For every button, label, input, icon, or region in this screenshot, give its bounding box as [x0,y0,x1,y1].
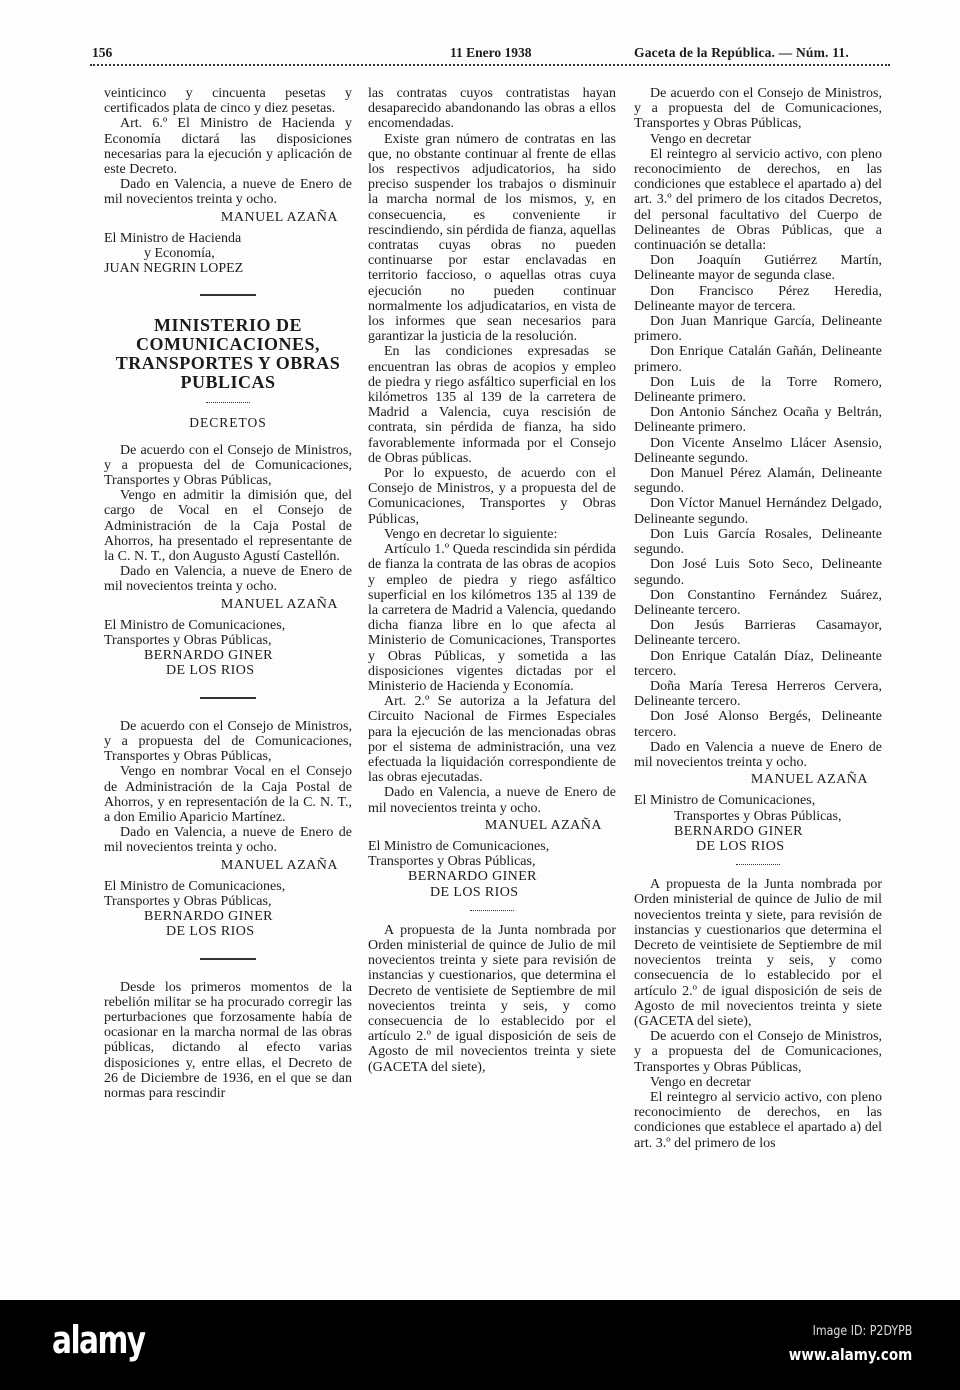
paragraph: Don Antonio Sánchez Ocaña y Beltrán, Delineante primero. [634,405,882,436]
paragraph: De acuerdo con el Consejo de Ministros, y a propuesta del de Comunicaciones, Transportes y Obras Públicas, [634,1029,882,1075]
paragraph: Artículo 1.º Queda rescindida sin pérdida de fianza la contrata de las obras de acopios y empleo de piedra y riego asfáltico superficial en los kilómetros 135 al 139 de la carretera de Madrid a Valencia, quedando dicha fianza libre en lo que afecta al Ministerio de Comunicaciones, Transportes y Obras Públicas, y sometida a las disposiciones vigentes dictadas por el Ministerio de Hacienda y Economía. [368,542,616,694]
minister-line: Transportes y Obras Públicas, [674,808,842,824]
paragraph: Dado en Valencia a nueve de Enero de mil novecientos treinta y ocho. [634,739,882,770]
column-3 [634,86,882,1286]
divider [200,958,256,960]
page-number: 156 [92,45,113,60]
paragraph: Don José Luis Soto Seco, Delineante segundo. [634,557,882,588]
paragraph: Doña María Teresa Herreros Cervera, Delineante tercero. [634,678,882,710]
website-url[interactable]: www.alamy.com [788,1345,912,1364]
minister-name: BERNARDO GINER [408,869,537,885]
header-rule [90,64,890,66]
paragraph: Don Jesús Barrieras Casamayor, Delineante tercero. [634,618,882,649]
minister-name: BERNARDO GINER [144,909,273,925]
signature: MANUEL AZAÑA [750,772,868,788]
minister-name: DE LOS RIOS [430,884,519,900]
watermark-footer [0,1300,960,1390]
paragraph: Don Luis de la Torre Romero, Delineante primero. [634,374,882,406]
divider [470,910,514,911]
alamy-logo: alamy [52,1318,145,1362]
paragraph: Don Francisco Pérez Heredia, Delineante mayor de tercera. [634,283,882,314]
paragraph: Don Enrique Catalán Díaz, Delineante tercero. [634,648,882,679]
paragraph: Vengo en nombrar Vocal en el Consejo de Administración de la Caja Postal de Ahorros, y en representación de la C. N. T., a don Emilio Aparicio Martínez. [104,764,352,825]
minister-name: DE LOS RIOS [166,663,255,679]
paragraph: Don Joaquín Gutiérrez Martín, Delineante mayor de segunda clase. [634,253,882,284]
paragraph: Por lo expuesto, de acuerdo con el Consejo de Ministros, y a propuesta del de Comunicaciones, Transportes y Obras Públicas, [368,466,616,527]
paragraph: A propuesta de la Junta nombrada por Orden ministerial de quince de Julio de mil novecientos treinta y siete para revisión de instancias y cuestionarios, que determina el Decreto de ventisiete de Septiembre de mil novecientos treinta y seis, y como consecuencia de lo establecido por el artículo 2.º de igual disposición de seis de Agosto de mil novecientos treinta y siete (GACETA del siete), [368,922,616,1075]
divider [200,697,256,699]
paragraph: Dado en Valencia, a nueve de Enero de mil novecientos treinta y ocho. [368,785,616,816]
minister-name: BERNARDO GINER [674,823,803,839]
paragraph: De acuerdo con el Consejo de Ministros, y a propuesta del de Comunicaciones, Transportes y Obras Públicas, [634,86,882,132]
paragraph: El reintegro al servicio activo, con pleno reconocimiento de derechos, en las condiciones que establece el apartado a) del art. 3.º del primero de los [634,1090,882,1151]
paragraph: Dado en Valencia, a nueve de Enero de mil novecientos treinta y ocho. [104,177,352,208]
minister-name: DE LOS RIOS [166,924,255,940]
paragraph: Art. 6.º El Ministro de Hacienda y Economía dictará las disposiciones necesarias para la ejecución y aplicación de este Decreto. [104,116,352,178]
minister-line: El Ministro de Hacienda [104,230,242,246]
paragraph: Don Constantino Fernández Suárez, Delineante tercero. [634,587,882,618]
paragraph: Vengo en admitir la dimisión que, del cargo de Vocal en el Consejo de Administración de la Caja Postal de Ahorros, ha presentado el representante de la C. N. T., don Augusto Agustí Castellón. [104,488,352,565]
paragraph-continuation: las contratas cuyos contratistas hayan desaparecido abandonando las obras a ellos encomendadas. [368,86,616,132]
paragraph: Existe gran número de contratas en las que, no obstante continuar al frente de ellas los respectivos adjudicatorios, ha sido preciso suspender los trabajos o disminuir la marcha normal de los mismos, y, en consecuencia, es conveniente ir rescindiendo, sin pérdida de fianza, aquellas contratas cuyas obras no pueden continuarse por estar enclavadas en territorio faccioso, o aquellas otras cuya ejecución no pueden continuar normalmente los adjudicatarios, en vista de los informes que sean necesarios para garantizar la justicia de la resolución. [368,131,616,345]
paragraph: Don Manuel Pérez Alamán, Delineante segundo. [634,466,882,497]
paragraph: Dado en Valencia, a nueve de Enero de mil novecientos treinta y ocho. [104,564,352,595]
paragraph: En las condiciones expresadas se encuentran las obras de acopios y empleo de piedra y riego asfáltico superficial en los kilómetros 135 al 139 de la carretera de Madrid a Valencia, cuya rescisión de contrata, sin pérdida de fianza, ha sido favorablemente informada por el Consejo de Obras públicas. [368,344,616,466]
divider [200,294,256,296]
minister-line: Transportes y Obras Públicas, [104,893,272,909]
paragraph: El reintegro al servicio activo, con pleno reconocimiento de derechos, en las condiciones que establece el apartado a) del art. 3.º del primero de los citados Decretos, del personal facultativo del Cuerpo de Delineantes de Obras Públicas, que a continuación se detalla: [634,146,882,254]
paragraph: Don Juan Manrique García, Delineante primero. [634,314,882,345]
paragraph: Art. 2.º Se autoriza a la Jefatura del Circuito Nacional de Firmes Especiales para la ejecución de las mencionadas obras por el sistema de administración, una vez efectuada la liquidación correspondiente de las obras ejecutadas. [368,694,616,786]
paragraph: De acuerdo con el Consejo de Ministros, y a propuesta del de Comunicaciones, Transportes y Obras Públicas, [104,718,352,765]
paragraph: Don José Alonso Bergés, Delineante tercero. [634,709,882,740]
minister-line: El Ministro de Comunicaciones, [104,617,286,633]
paragraph: Desde los primeros momentos de la rebelión militar se ha procurado corregir las perturbaciones que forzosamente había de ocasionar en la marcha normal de las obras públicas, dictando al efecto varias disposiciones y, entre ellas, el Decreto de 26 de Diciembre de 1936, en el que se dan normas para rescindir [104,979,352,1101]
paragraph-continuation: veinticinco y cincuenta pesetas y certificados plata de cinco y diez pesetas. [104,86,352,117]
publication-title: Gaceta de la República. — Núm. 11. [634,45,849,60]
section-subheading: DECRETOS [189,415,267,431]
minister-line: JUAN NEGRIN LOPEZ [104,261,244,277]
paragraph: A propuesta de la Junta nombrada por Orden ministerial de quince de Julio de mil novecientos treinta y siete, para revisión de instancias y cuestionarios que determina el Decreto de veintisiete de Septiembre de mil novecientos treinta y seis, y como consecuencia de lo establecido por el artículo 2.º de igual disposición de seis de Agosto de mil novecientos treinta y siete (GACETA del siete), [634,877,882,1029]
minister-line: El Ministro de Comunicaciones, [634,793,816,809]
paragraph: Vengo en decretar [650,131,752,147]
paragraph: Don Víctor Manuel Hernández Delgado, Delineante segundo. [634,496,882,527]
minister-line: El Ministro de Comunicaciones, [368,838,550,854]
paragraph: Don Enrique Catalán Gañán, Delineante primero. [634,344,882,375]
paragraph: Don Luis García Rosales, Delineante segundo. [634,526,882,558]
paragraph: De acuerdo con el Consejo de Ministros, y a propuesta del de Comunicaciones, Transportes y Obras Públicas, [104,442,352,489]
minister-line: y Economía, [144,246,215,262]
paragraph: Vengo en decretar [650,1074,752,1090]
minister-name: DE LOS RIOS [696,838,785,854]
signature: MANUEL AZAÑA [484,817,602,833]
minister-line: El Ministro de Comunicaciones, [104,878,286,894]
divider [736,864,780,865]
signature: MANUEL AZAÑA [220,209,338,225]
signature: MANUEL AZAÑA [220,596,338,612]
paragraph: Don Vicente Anselmo Llácer Asensio, Delineante segundo. [634,435,882,466]
issue-date: 11 Enero 1938 [450,45,532,60]
paragraph: Vengo en decretar lo siguiente: [384,526,558,542]
minister-line: Transportes y Obras Públicas, [368,854,536,870]
divider [206,402,250,403]
image-id: Image ID: P2DYPB [812,1324,912,1339]
column-1 [104,86,352,1286]
minister-line: Transportes y Obras Públicas, [104,633,272,649]
column-2 [368,86,616,1286]
signature: MANUEL AZAÑA [220,857,338,873]
paragraph: Dado en Valencia, a nueve de Enero de mil novecientos treinta y ocho. [104,825,352,856]
minister-name: BERNARDO GINER [144,648,273,664]
section-heading: MINISTERIO DE COMUNICACIONES, TRANSPORTES Y OBRAS PUBLICAS [115,315,341,393]
